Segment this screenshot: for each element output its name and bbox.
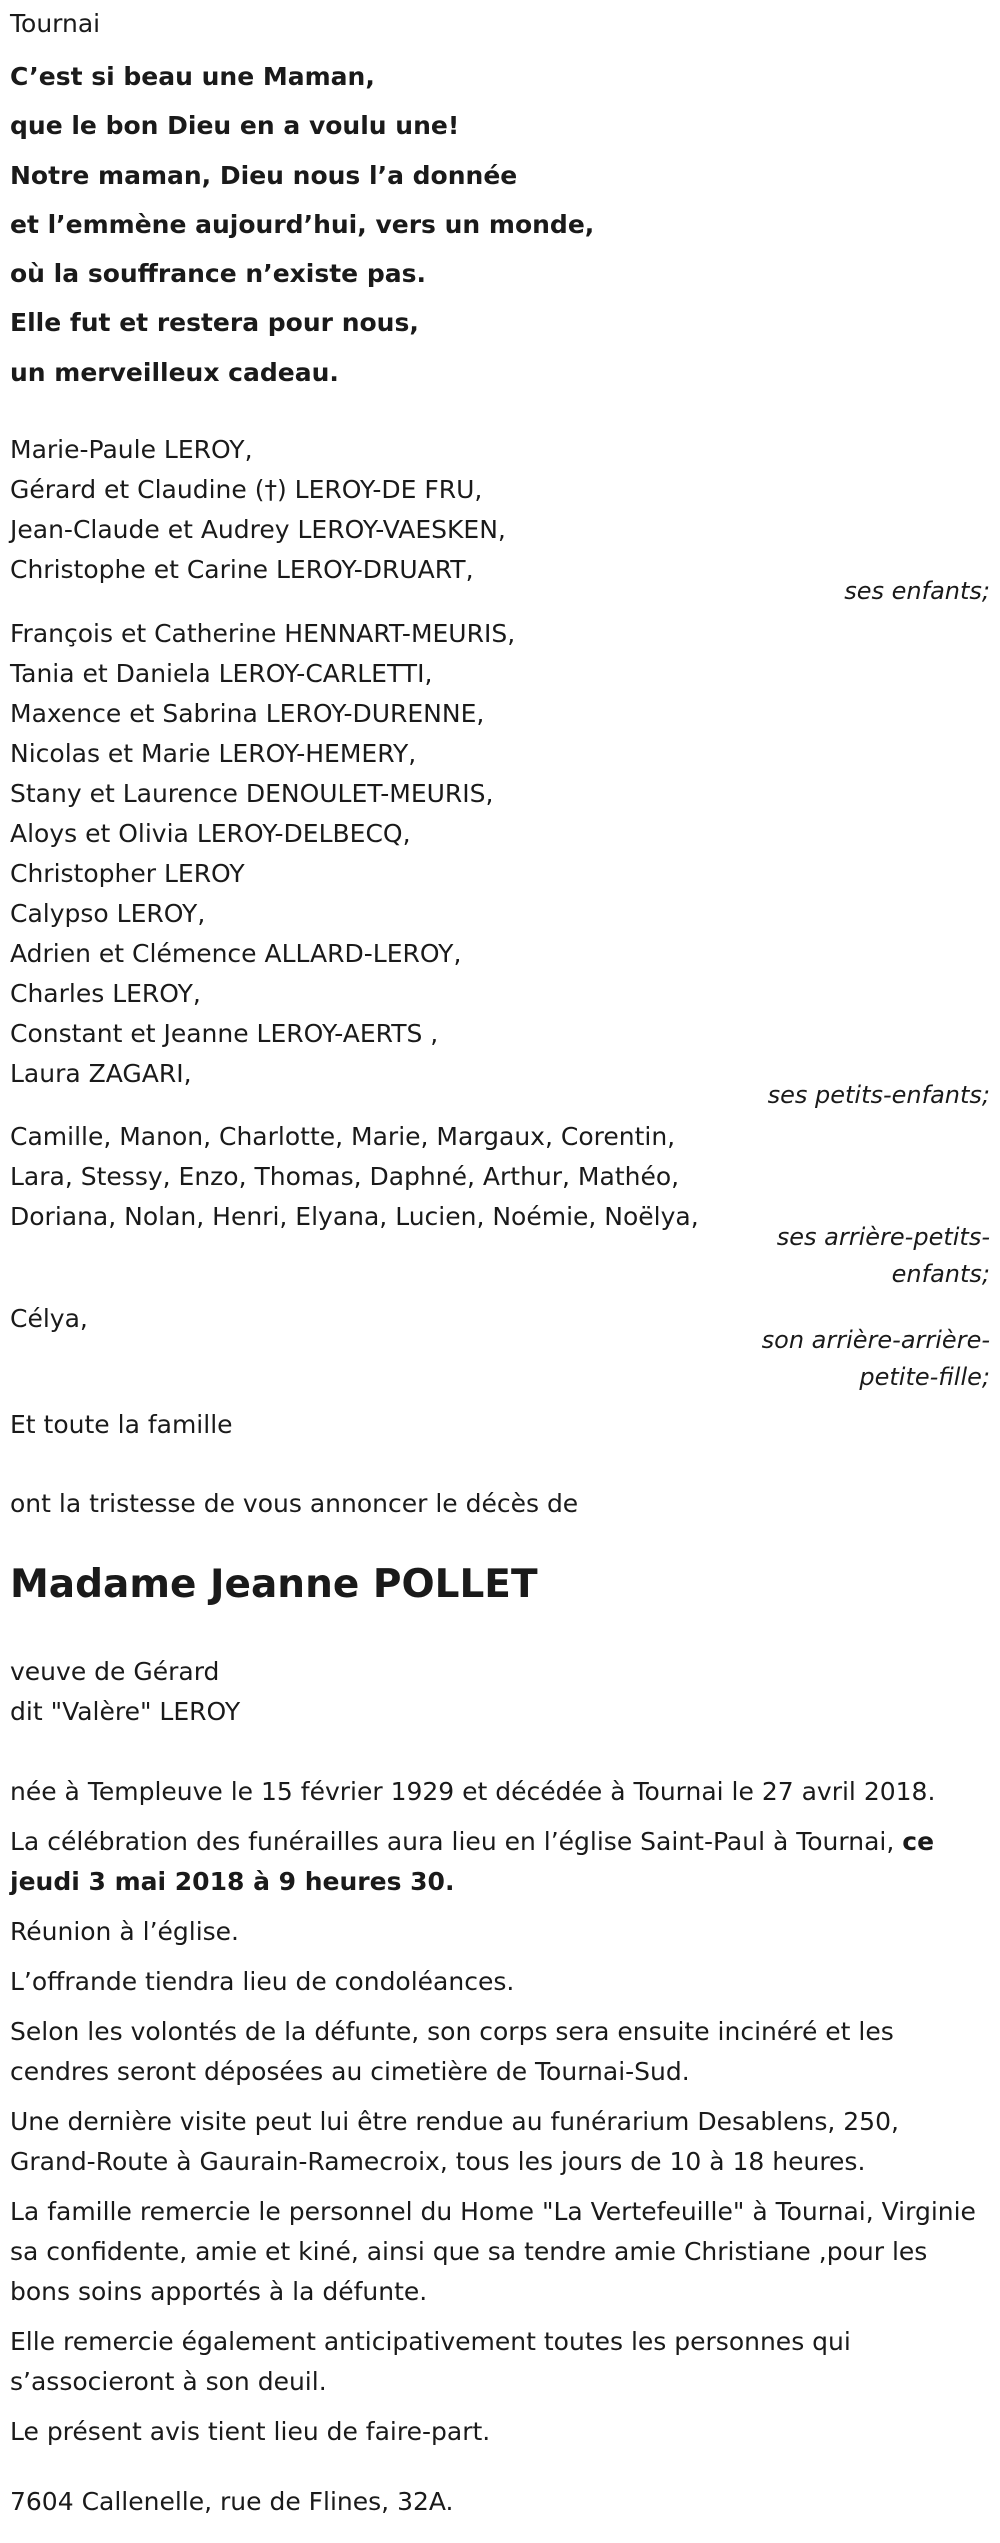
relation-great-grandchildren bbox=[777, 1219, 990, 1293]
grandchildren-list bbox=[10, 614, 990, 1094]
notice-paragraph: Le présent avis tient lieu de faire-part. bbox=[10, 2417, 491, 2446]
thanks-paragraph: La famille remercie le personnel du Home "La Vertefeuille" à Tournai, Virginie sa confidente, amie et kiné, ainsi que sa tendre amie Christiane ,pour les bons soins apportés à la défunte. bbox=[10, 2197, 976, 2306]
poem bbox=[10, 52, 990, 397]
list-item: Doriana, Nolan, Henri, Elyana, Lucien, Noémie, Noëlya, bbox=[10, 1202, 699, 1231]
list-item: Tania et Daniela LEROY-CARLETTI, bbox=[10, 659, 433, 688]
list-item: Stany et Laurence DENOULET-MEURIS, bbox=[10, 779, 494, 808]
ceremony-text: La célébration des funérailles aura lieu en l’église Saint-Paul à Tournai, bbox=[10, 1827, 903, 1856]
poem-line: Notre maman, Dieu nous l’a donnée bbox=[10, 160, 518, 190]
city: Tournai bbox=[10, 9, 101, 38]
list-item: Nicolas et Marie LEROY-HEMERY, bbox=[10, 739, 417, 768]
list-item: Charles LEROY, bbox=[10, 979, 201, 1008]
offrande-paragraph: L’offrande tiendra lieu de condoléances. bbox=[10, 1967, 515, 1996]
list-item: Calypso LEROY, bbox=[10, 899, 206, 928]
details bbox=[10, 1772, 990, 2462]
list-item: François et Catherine HENNART-MEURIS, bbox=[10, 619, 516, 648]
spouse-info bbox=[10, 1652, 990, 1732]
list-item: Gérard et Claudine (†) LEROY-DE FRU, bbox=[10, 475, 483, 504]
relation-grandchildren: ses petits-enfants; bbox=[767, 1081, 990, 1109]
poem-line: C’est si beau une Maman, bbox=[10, 62, 375, 91]
list-item: Camille, Manon, Charlotte, Marie, Margaux, Corentin, bbox=[10, 1122, 676, 1151]
great-great-grandchild: Célya, bbox=[10, 1304, 88, 1333]
relation-line: enfants; bbox=[891, 1260, 990, 1288]
relation-line: ses arrière-petits- bbox=[776, 1223, 990, 1251]
list-item: Christopher LEROY bbox=[10, 859, 245, 888]
list-item: Aloys et Olivia LEROY-DELBECQ, bbox=[10, 819, 411, 848]
spouse-line: dit "Valère" LEROY bbox=[10, 1697, 241, 1726]
list-item: Marie-Paule LEROY, bbox=[10, 435, 253, 464]
spouse-line: veuve de Gérard bbox=[10, 1657, 220, 1686]
list-item: Adrien et Clémence ALLARD-LEROY, bbox=[10, 939, 462, 968]
list-item: Maxence et Sabrina LEROY-DURENNE, bbox=[10, 699, 485, 728]
poem-line: que le bon Dieu en a voulu une! bbox=[10, 111, 460, 141]
poem-line: Elle fut et restera pour nous, bbox=[10, 308, 419, 338]
relation-great-great bbox=[762, 1322, 990, 1396]
reunion-paragraph: Réunion à l’église. bbox=[10, 1917, 240, 1946]
list-item: Lara, Stessy, Enzo, Thomas, Daphné, Arthur, Mathéo, bbox=[10, 1162, 680, 1191]
family-line: Et toute la famille bbox=[10, 1410, 233, 1439]
birth-paragraph: née à Templeuve le 15 février 1929 et décédée à Tournai le 27 avril 2018. bbox=[10, 1777, 936, 1806]
list-item: Laura ZAGARI, bbox=[10, 1059, 192, 1088]
volontes-paragraph: Selon les volontés de la défunte, son corps sera ensuite incinéré et les cendres seront déposées au cimetière de Tournai-Sud. bbox=[10, 2017, 894, 2086]
relation-children: ses enfants; bbox=[844, 577, 990, 605]
relation-line: son arrière-arrière- bbox=[761, 1326, 990, 1354]
ceremony-paragraph bbox=[10, 1822, 990, 1902]
relation-line: petite-fille; bbox=[859, 1363, 990, 1391]
list-item: Christophe et Carine LEROY-DRUART, bbox=[10, 555, 474, 584]
ceremony-date: ce jeudi 3 mai 2018 à 9 heures 30. bbox=[10, 1827, 935, 1896]
list-item: Jean-Claude et Audrey LEROY-VAESKEN, bbox=[10, 515, 506, 544]
list-item: Constant et Jeanne LEROY-AERTS , bbox=[10, 1019, 439, 1048]
address: 7604 Callenelle, rue de Flines, 32A. bbox=[10, 2487, 454, 2516]
visite-paragraph: Une dernière visite peut lui être rendue au funérarium Desablens, 250, Grand-Route à Gaurain-Ramecroix, tous les jours de 10 à 18 heures. bbox=[10, 2107, 899, 2176]
thanks-paragraph-2: Elle remercie également anticipativement toutes les personnes qui s’associeront à son deuil. bbox=[10, 2327, 851, 2396]
deceased-name: Madame Jeanne POLLET bbox=[10, 1562, 538, 1607]
children-list bbox=[10, 430, 990, 590]
poem-line: et l’emmène aujourd’hui, vers un monde, bbox=[10, 209, 595, 239]
announce-line: ont la tristesse de vous annoncer le décès de bbox=[10, 1489, 579, 1518]
poem-line: un merveilleux cadeau. bbox=[10, 357, 339, 387]
poem-line: où la souffrance n’existe pas. bbox=[10, 259, 426, 289]
